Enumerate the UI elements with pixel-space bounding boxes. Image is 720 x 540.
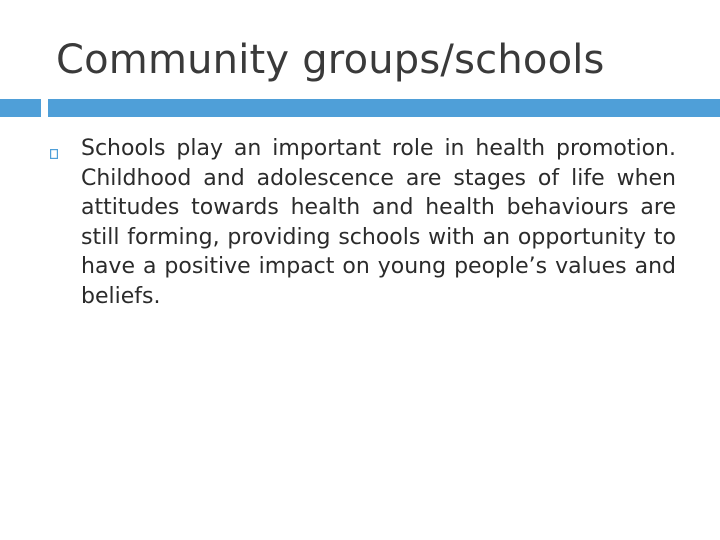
title-underline-accent-left [0,99,41,117]
title-underline-accent-right [48,99,720,117]
bullet-item [46,134,676,311]
slide-title: Community groups/schools [56,37,605,83]
square-bullet-icon [50,144,58,154]
bullet-text: Schools play an important role in health promotion. Childhood and adolescence are stages of life when attitudes towards health and health behaviours are still forming, providing schools with an opportunity to have a positive impact on young people’s values and beliefs. [81,136,676,309]
